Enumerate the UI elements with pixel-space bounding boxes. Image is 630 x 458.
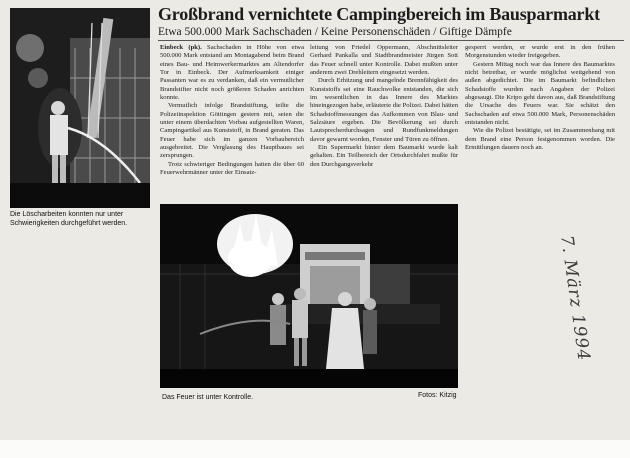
photo-caption-bottom: Das Feuer ist unter Kontrolle. xyxy=(162,394,254,401)
paragraph: leitung von Friedel Oppermann, Abschnittsleiter Gerhard Pankalla und Stadtbrandmeister Jürgen Sott das Feuer schnell unter Kontrolle. Dabei mußten unter anderem zwei Drehleitern eingesetzt werden. xyxy=(310,44,458,77)
fire-scene-photo xyxy=(160,204,458,388)
paragraph: Gestern Mittag noch war das Innere des Baumarktes nicht betretbar, er wurde möglichst weitgehend von außen abgedichtet. Die im Baumarkt befindlichen Schadstoffe wurden nach Angaben der Polizei abgesaugt. Die Kripo geht davon aus, daß Brandstiftung die Ursache des Feuers war. Sie schätzt den Sachschaden auf etwa 500.000 Mark, Personenschäden entstanden nicht. xyxy=(465,60,615,127)
paragraph: Vermutlich infolge Brandstiftung, teilte die Polizeiinspektion Göttingen gestern mit, seien die unter einem überdachten Vorbau aufgestellten Waren, Campingartikel aus Kunststoff, in Brand geraten. Das Feuer habe sich im ganzen Vorbaubereich ausgebreitet. Die Verglasung des Hauptbaues sei zersprungen. xyxy=(160,102,304,160)
article-column-1 xyxy=(160,44,304,178)
page-margin xyxy=(0,440,630,458)
paragraph: Ein Supermarkt hinter dem Baumarkt wurde kalt gehalten. Ein Teilbereich der Ortsdurchfahrt mußte für den Durchgangsverkehr xyxy=(310,144,458,168)
photo-credit: Fotos: Kitzig xyxy=(418,392,457,399)
handwritten-date: 7. März 1994 xyxy=(556,234,594,363)
firefighting-photo xyxy=(10,8,150,208)
paragraph: Wie die Polizei bestätigte, sei im Zusammenhang mit dem Brand eine Person festgenommen worden. Die Ermittlungen dauern noch an. xyxy=(465,127,615,152)
subheadline: Etwa 500.000 Mark Sachschaden / Keine Personenschäden / Giftige Dämpfe xyxy=(158,26,512,38)
article-column-3 xyxy=(465,44,615,152)
headline-divider xyxy=(158,40,624,41)
headline: Großbrand vernichtete Campingbereich im Bausparmarkt xyxy=(158,4,600,24)
paragraph: gesperrt werden, er wurde erst in den frühen Morgenstunden wieder freigegeben. xyxy=(465,44,615,60)
paragraph: Durch Erhitzung und mangelnde Brennfähigkeit des Kunststoffs sei eine Rauchwolke entstanden, die sich im wesentlichen in das Innere des Marktes hineingezogen habe, erläuterte die Polizei. Dabei hätten Schadstoffmessungen das Aufkommen von Blau- und Salzsäure ergeben. Die Bevölkerung sei durch Lautsprecherdurchsagen und Rundfunkmeldungen davor gewarnt worden, Fenster und Türen zu öffnen. xyxy=(310,77,458,143)
dateline: Einbeck (pk). xyxy=(160,44,202,51)
paragraph: Trotz schwieriger Bedingungen hatten die über 60 Feuerwehrmänner unter der Einsatz- xyxy=(160,160,304,177)
paragraph: Sachschaden in Höhe von etwa 500.000 Mark entstand am Montagabend beim Brand eines Bau- und Heimwerkermarktes am Altendorfer Tor in Einbeck. Der Aufmerksamkeit einiger Passanten war es zu verdanken, daß ein vermutlicher Brandstifter nicht noch größeren Schaden anrichten konnte. xyxy=(160,44,304,102)
photo-caption-top: Die Löscharbeiten konnten nur unter Schwierigkeiten durchgeführt werden. xyxy=(10,211,128,227)
article-column-2 xyxy=(310,44,458,169)
